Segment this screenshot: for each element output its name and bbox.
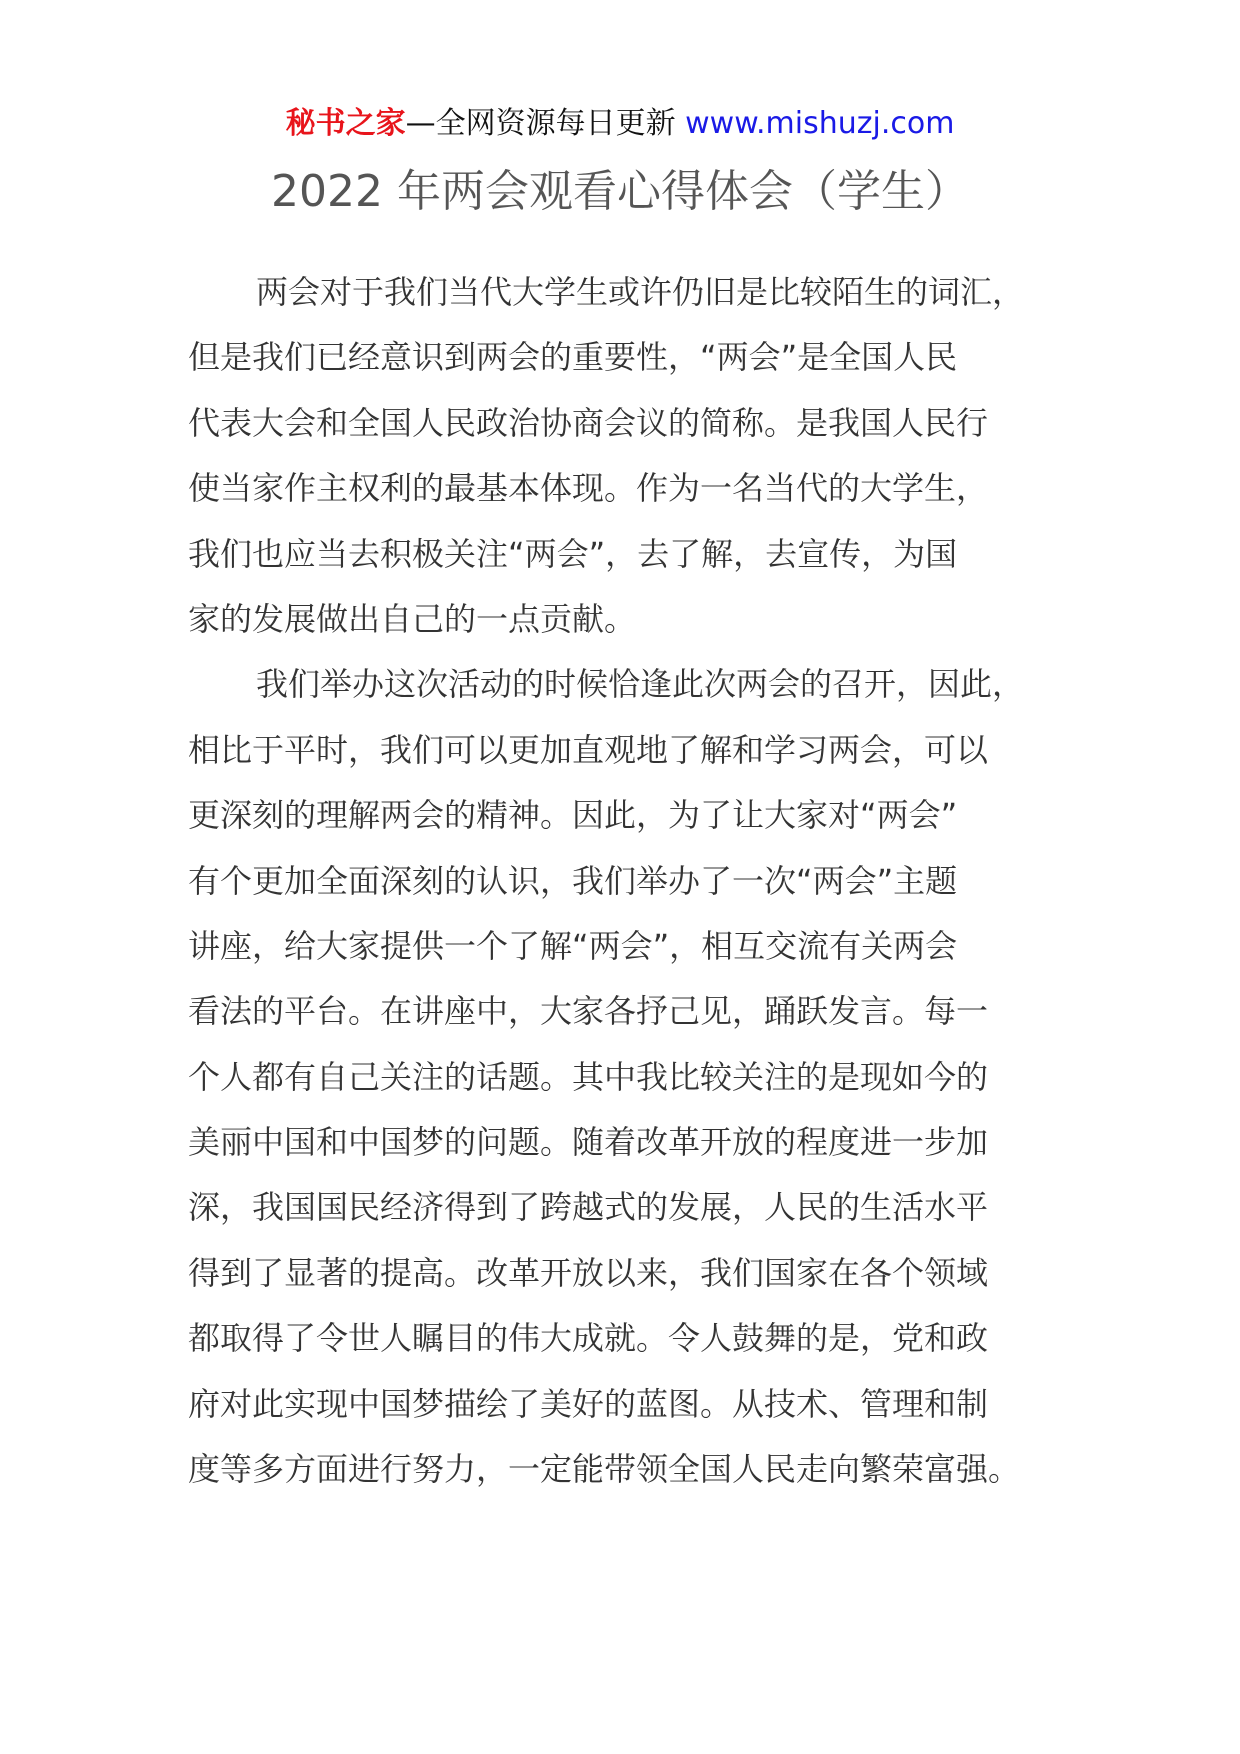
body-line: 使当家作主权利的最基本体现。作为一名当代的大学生， <box>188 469 989 508</box>
site-header <box>0 102 1240 146</box>
body-line: 但是我们已经意识到两会的重要性，“两会”是全国人民 <box>188 338 958 377</box>
document-title: 2022 年两会观看心得体会（学生） <box>271 166 969 217</box>
body-line: 个人都有自己关注的话题。其中我比较关注的是现如今的 <box>188 1057 989 1096</box>
body-line: 美丽中国和中国梦的问题。随着改革开放的程度进一步加 <box>188 1123 989 1162</box>
brand-name: 秘书之家 <box>285 106 406 141</box>
body-line: 我们也应当去积极关注“两会”，去了解，去宣传，为国 <box>188 534 958 573</box>
body-line: 两会对于我们当代大学生或许仍旧是比较陌生的词汇， <box>256 273 1025 311</box>
body-line: 讲座，给大家提供一个了解“两会”，相互交流有关两会 <box>188 926 958 965</box>
header-tagline: —全网资源每日更新 <box>405 106 676 141</box>
body-line: 府对此实现中国梦描绘了美好的蓝图。从技术、管理和制 <box>188 1384 989 1423</box>
body-line: 家的发展做出自己的一点贡献。 <box>188 599 637 638</box>
body-line: 度等多方面进行努力，一定能带领全国人民走向繁荣富强。 <box>188 1450 1021 1489</box>
body-line: 更深刻的理解两会的精神。因此，为了让大家对“两会” <box>188 796 958 835</box>
body-line: 得到了显著的提高。改革开放以来，我们国家在各个领域 <box>188 1253 989 1292</box>
body-line: 代表大会和全国人民政治协商会议的简称。是我国人民行 <box>188 403 989 442</box>
site-url-link[interactable]: www.mishuzj.com <box>685 106 955 141</box>
body-line: 都取得了令世人瞩目的伟大成就。令人鼓舞的是，党和政 <box>188 1319 989 1358</box>
body-line: 有个更加全面深刻的认识，我们举办了一次“两会”主题 <box>188 861 958 900</box>
body-line: 我们举办这次活动的时候恰逢此次两会的召开，因此， <box>256 665 1025 704</box>
body-line: 看法的平台。在讲座中，大家各抒己见，踊跃发言。每一 <box>188 992 989 1031</box>
document-body <box>188 260 1056 1502</box>
body-line: 深，我国国民经济得到了跨越式的发展，人民的生活水平 <box>188 1188 989 1227</box>
body-line: 相比于平时，我们可以更加直观地了解和学习两会，可以 <box>188 730 989 769</box>
